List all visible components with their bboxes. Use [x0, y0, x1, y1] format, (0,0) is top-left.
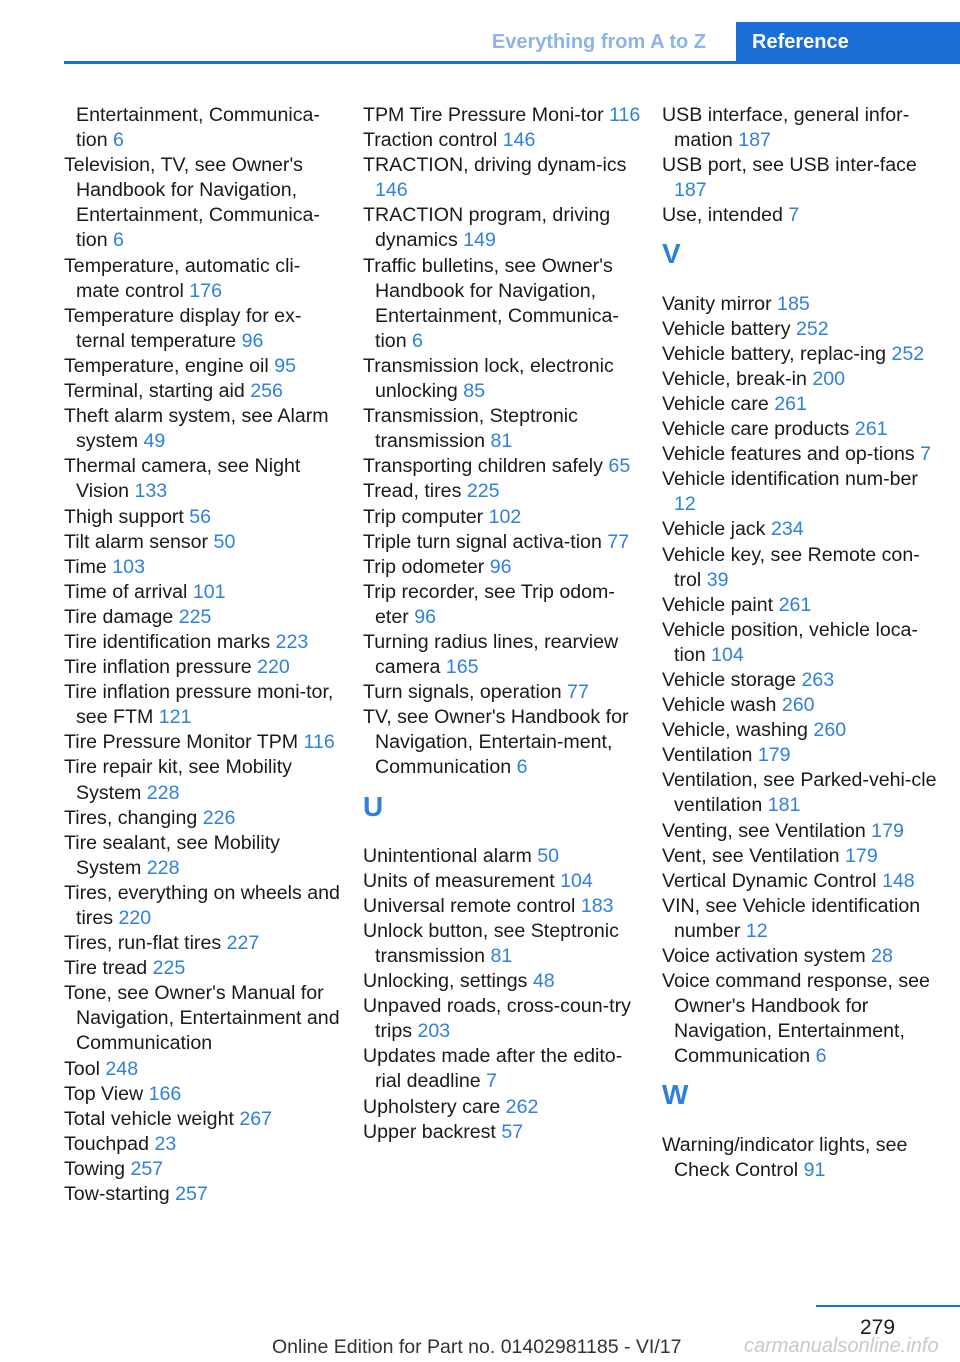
index-term: Tires, everything on wheels and tires — [64, 881, 340, 929]
index-entry — [363, 128, 641, 153]
page-reference-link[interactable]: 101 — [192, 580, 226, 603]
page-reference-link[interactable]: 166 — [148, 1082, 182, 1105]
page-reference-link[interactable]: 223 — [275, 630, 309, 653]
index-entry — [64, 555, 342, 580]
index-entry — [363, 994, 641, 1044]
index-entry — [64, 1157, 342, 1182]
index-term: Vehicle, break-in — [662, 367, 807, 390]
index-term: Television, TV, see Owner's Handbook for Navigation, Entertainment, Communica-tion — [64, 154, 320, 252]
index-entry — [64, 755, 342, 805]
index-term: Vehicle battery — [662, 317, 791, 340]
index-term: Traffic bulletins, see Owner's Handbook for Navigation, Entertainment, Communica-tion — [363, 254, 619, 352]
index-entry — [64, 956, 342, 981]
index-entry — [363, 919, 641, 969]
index-term: Tire inflation pressure — [64, 656, 252, 679]
page-reference-link[interactable]: 200 — [812, 367, 846, 390]
index-term: Turn signals, operation — [363, 681, 562, 704]
index-column-3 — [662, 103, 940, 1183]
page-reference-link[interactable]: 260 — [781, 694, 815, 717]
index-term: TRACTION program, driving dynamics — [363, 204, 611, 252]
page-reference-link[interactable]: 225 — [178, 605, 212, 628]
index-term: Turning radius lines, rearview camera — [363, 630, 619, 679]
index-term: tion — [76, 129, 108, 152]
index-entry — [363, 254, 641, 354]
index-entry — [363, 203, 641, 253]
index-term: VIN, see Vehicle identification number — [662, 894, 921, 942]
index-entry — [363, 630, 641, 680]
index-entry — [64, 454, 342, 504]
page-reference-link[interactable]: 6 — [113, 129, 124, 152]
index-term: Unpaved roads, cross-coun-try trips — [363, 995, 631, 1043]
index-entry — [662, 417, 940, 442]
index-term: Unintentional alarm — [363, 844, 532, 867]
index-term: Ventilation, see Parked-vehi-cle ventilation — [662, 769, 937, 817]
index-term: Vanity mirror — [662, 292, 772, 315]
page-reference-link[interactable]: 6 — [815, 1045, 827, 1068]
index-entry — [662, 203, 940, 228]
index-term: Thigh support — [64, 505, 184, 528]
page-reference-link[interactable]: 256 — [250, 380, 283, 403]
index-term: Tread, tires — [363, 480, 462, 503]
index-term: Tow-starting — [64, 1183, 170, 1206]
index-term: Voice command response, see Owner's Handbook for Navigation, Entertainment, Communication — [662, 970, 930, 1068]
index-term: Ventilation — [662, 744, 753, 767]
index-term: Transmission lock, electronic unlocking — [363, 354, 614, 403]
page-reference-link[interactable]: 91 — [803, 1158, 826, 1181]
index-entry — [662, 317, 940, 342]
index-entry — [363, 1095, 641, 1120]
page-reference-link[interactable]: 104 — [560, 869, 593, 892]
index-entry — [662, 693, 940, 718]
index-term: Tire damage — [64, 605, 174, 628]
index-entry — [662, 153, 940, 203]
page-reference-link[interactable]: 261 — [854, 418, 888, 441]
index-entry — [662, 593, 940, 618]
index-term: Tool — [64, 1057, 100, 1080]
page-reference-link[interactable]: 257 — [130, 1157, 164, 1180]
index-term: Vehicle storage — [662, 668, 796, 691]
page-reference-link[interactable]: 50 — [537, 844, 560, 867]
page-reference-link[interactable]: 6 — [412, 329, 423, 352]
page-reference-link[interactable]: 23 — [154, 1132, 177, 1155]
edition-note: Online Edition for Part no. 01402981185 - VI/17 — [272, 1336, 682, 1358]
page-reference-link[interactable]: 77 — [607, 530, 630, 553]
index-term: Vehicle battery, replac-ing — [662, 342, 886, 365]
index-term: Theft alarm system, see Alarm system — [64, 405, 329, 453]
page-reference-link[interactable]: 220 — [118, 907, 152, 929]
page-reference-link[interactable]: 7 — [486, 1070, 498, 1093]
index-term: Tone, see Owner's Manual for Navigation, Entertainment and Communication — [64, 982, 340, 1055]
index-term: Vertical Dynamic Control — [662, 869, 877, 892]
index-entry — [64, 881, 342, 931]
index-entry — [64, 1132, 342, 1157]
index-entry — [363, 580, 641, 630]
index-entry — [662, 367, 940, 392]
index-term: Temperature, automatic cli-mate control — [64, 254, 301, 302]
page-reference-link[interactable]: 228 — [146, 856, 180, 879]
index-entry — [363, 1044, 641, 1094]
page-reference-link[interactable]: 234 — [770, 518, 804, 541]
page-reference-link[interactable]: 6 — [516, 756, 528, 779]
index-term: Tires, changing — [64, 806, 198, 829]
page-reference-link[interactable]: 203 — [417, 1020, 451, 1043]
page-reference-link[interactable]: 187 — [738, 129, 771, 152]
index-term: Vehicle position, vehicle loca-tion — [662, 618, 918, 666]
page-reference-link[interactable]: 116 — [303, 731, 335, 754]
index-term: Time — [64, 555, 107, 578]
index-entry — [64, 730, 342, 755]
page-reference-link[interactable]: 220 — [257, 656, 290, 679]
index-term: Traction control — [363, 129, 498, 152]
index-entry — [64, 931, 342, 956]
index-entry — [64, 153, 342, 253]
index-column-2 — [363, 103, 641, 1145]
index-term: Total vehicle weight — [64, 1107, 234, 1130]
index-entry — [64, 1082, 342, 1107]
page-reference-link[interactable]: 225 — [466, 480, 500, 503]
index-term: Towing — [64, 1157, 125, 1180]
page-reference-link[interactable]: 7 — [788, 204, 800, 227]
page-reference-link[interactable]: 261 — [774, 392, 807, 415]
page-reference-link[interactable]: 252 — [795, 317, 829, 340]
index-entry — [662, 1133, 940, 1183]
header-divider — [64, 61, 960, 64]
index-entry — [662, 819, 940, 844]
page-reference-link[interactable]: 50 — [213, 530, 236, 553]
page-reference-link[interactable]: 96 — [414, 605, 437, 628]
page-reference-link[interactable]: 81 — [490, 945, 513, 967]
index-term: Vehicle jack — [662, 518, 766, 541]
index-term: Touchpad — [64, 1132, 149, 1155]
index-entry — [363, 505, 641, 530]
index-term: Universal remote control — [363, 894, 576, 917]
index-entry — [363, 969, 641, 994]
index-term: Tire tread — [64, 957, 148, 980]
index-term: Trip computer — [363, 505, 484, 528]
index-entry — [363, 844, 641, 869]
page-reference-link[interactable]: 226 — [202, 806, 236, 829]
page-reference-link[interactable]: 257 — [175, 1183, 208, 1206]
page-reference-link[interactable]: 116 — [609, 104, 641, 126]
index-entry — [662, 618, 940, 668]
index-term: TPM Tire Pressure Moni-tor — [363, 104, 604, 126]
index-term: Venting, see Ventilation — [662, 819, 866, 842]
page-reference-link[interactable]: 252 — [891, 342, 925, 365]
chapter-tab: Reference — [736, 22, 960, 62]
page-reference-link[interactable]: 260 — [813, 719, 847, 742]
page-reference-link[interactable]: 49 — [143, 430, 166, 453]
index-term: TV, see Owner's Handbook for Navigation, Entertain-ment, Communication — [363, 706, 629, 779]
index-term: Vent, see Ventilation — [662, 844, 840, 867]
watermark: carmanualsonline.info — [744, 1335, 939, 1357]
letter-heading: U — [363, 790, 384, 822]
page-reference-link[interactable]: 149 — [463, 229, 496, 252]
page-reference-link[interactable]: 77 — [567, 681, 589, 704]
index-entry — [662, 869, 940, 894]
index-entry — [662, 442, 940, 467]
index-term: Unlocking, settings — [363, 970, 528, 993]
index-entry — [64, 831, 342, 881]
index-term: Tires, run-flat tires — [64, 932, 222, 955]
index-term: Use, intended — [662, 204, 783, 227]
page-reference-link[interactable]: 263 — [801, 668, 835, 691]
index-entry — [64, 505, 342, 530]
index-term: Upholstery care — [363, 1095, 501, 1118]
index-term: Trip odometer — [363, 555, 485, 578]
index-column-1 — [64, 103, 342, 1207]
index-term: Vehicle care — [662, 392, 769, 415]
index-term: Temperature, engine oil — [64, 354, 269, 377]
page-reference-link[interactable]: 187 — [674, 179, 707, 202]
index-entry — [64, 680, 342, 730]
index-term: Tire Pressure Monitor TPM — [64, 731, 299, 754]
index-entry — [363, 103, 641, 128]
index-term: Tilt alarm sensor — [64, 530, 209, 553]
index-entry — [662, 467, 940, 517]
index-entry — [662, 718, 940, 743]
index-term: Vehicle wash — [662, 694, 777, 717]
page-reference-link[interactable]: 133 — [134, 480, 168, 503]
page-reference-link[interactable]: 267 — [239, 1107, 273, 1130]
index-entry — [662, 944, 940, 969]
index-term: Vehicle, washing — [662, 719, 808, 742]
page-reference-link[interactable]: 225 — [152, 957, 186, 980]
index-entry — [662, 342, 940, 367]
index-entry — [64, 1057, 342, 1082]
page-reference-link[interactable]: 181 — [767, 794, 801, 817]
footer-divider — [816, 1305, 960, 1307]
index-term: Thermal camera, see Night Vision — [64, 455, 301, 503]
index-entry — [363, 894, 641, 919]
page-reference-link[interactable]: 228 — [146, 781, 180, 804]
page-reference-link[interactable]: 96 — [241, 329, 264, 352]
page-reference-link[interactable]: 179 — [871, 819, 904, 842]
index-term: Vehicle paint — [662, 593, 774, 616]
index-entry — [662, 292, 940, 317]
letter-heading: W — [662, 1079, 689, 1111]
index-entry — [64, 354, 342, 379]
index-term: Vehicle key, see Remote con-trol — [662, 543, 920, 591]
index-term: Vehicle care products — [662, 418, 850, 441]
index-entry — [363, 153, 641, 203]
page-reference-link[interactable]: 96 — [489, 555, 512, 578]
index-entry — [64, 304, 342, 354]
index-term: Top View — [64, 1082, 144, 1105]
page-reference-link[interactable]: 146 — [375, 179, 408, 202]
page-reference-link[interactable]: 146 — [502, 129, 536, 152]
page-reference-link[interactable]: 121 — [158, 706, 192, 729]
page-reference-link[interactable]: 12 — [674, 493, 696, 516]
page-reference-link[interactable]: 65 — [608, 455, 631, 478]
page-number: 279 — [860, 1316, 896, 1339]
index-term: Tire inflation pressure moni-tor, see FTM — [64, 681, 334, 729]
index-entry — [64, 580, 342, 605]
index-entry — [363, 680, 641, 705]
page-reference-link[interactable]: 7 — [920, 443, 932, 466]
index-entry — [64, 530, 342, 555]
page-reference-link[interactable]: 57 — [501, 1120, 524, 1143]
index-term: Triple turn signal activa-tion — [363, 530, 602, 553]
index-entry — [662, 894, 940, 944]
page-reference-link[interactable]: 85 — [463, 380, 486, 403]
index-entry — [363, 404, 641, 454]
index-entry — [64, 655, 342, 680]
index-entry — [363, 454, 641, 479]
index-term: Transmission, Steptronic transmission — [363, 405, 578, 453]
index-term: Unlock button, see Steptronic transmission — [363, 919, 619, 967]
page-reference-link[interactable]: 185 — [777, 292, 810, 315]
page-reference-link[interactable]: 104 — [711, 643, 744, 666]
index-entry — [662, 543, 940, 593]
index-term: USB port, see USB inter-face — [662, 154, 917, 177]
index-term: Vehicle identification num-ber — [662, 468, 918, 491]
index-entry — [363, 354, 641, 404]
page-reference-link[interactable]: 39 — [706, 568, 729, 591]
index-entry — [662, 969, 940, 1069]
index-entry — [662, 517, 940, 542]
index-term: Time of arrival — [64, 580, 188, 603]
index-term: Terminal, starting aid — [64, 380, 245, 403]
index-entry — [64, 404, 342, 454]
index-entry — [64, 981, 342, 1056]
page-reference-link[interactable]: 102 — [488, 505, 522, 528]
index-term: Units of measurement — [363, 869, 555, 892]
index-term: Updates made after the edito-rial deadline — [363, 1045, 623, 1093]
page-reference-link[interactable]: 6 — [113, 229, 124, 252]
index-term: USB interface, general infor-mation — [662, 104, 910, 152]
index-term: Vehicle features and op-tions — [662, 443, 915, 466]
index-entry — [64, 630, 342, 655]
index-term: Tire repair kit, see Mobility System — [64, 756, 292, 804]
index-entry — [363, 869, 641, 894]
index-entry — [662, 768, 940, 818]
page-reference-link[interactable]: 248 — [105, 1057, 139, 1080]
index-entry — [64, 128, 342, 153]
index-entry — [363, 530, 641, 555]
page-reference-link[interactable]: 262 — [505, 1095, 539, 1118]
index-term: Warning/indicator lights, see Check Control — [662, 1133, 908, 1181]
index-term: Temperature display for ex-ternal temperature — [64, 304, 302, 352]
index-entry — [64, 254, 342, 304]
index-entry — [662, 844, 940, 869]
page-reference-link[interactable]: 28 — [871, 945, 893, 967]
index-entry — [64, 1182, 342, 1207]
page-reference-link[interactable]: 56 — [189, 505, 212, 528]
index-entry — [64, 605, 342, 630]
index-term: Tire identification marks — [64, 630, 271, 653]
index-entry — [64, 1107, 342, 1132]
index-entry — [64, 103, 342, 128]
index-entry — [662, 103, 940, 153]
page-reference-link[interactable]: 179 — [757, 744, 791, 767]
index-term: Tire sealant, see Mobility System — [64, 831, 280, 879]
index-entry — [363, 1120, 641, 1145]
index-term: TRACTION, driving dynam-ics — [363, 154, 627, 177]
page-reference-link[interactable]: 81 — [490, 430, 513, 453]
index-term: Voice activation system — [662, 945, 866, 967]
page-reference-link[interactable]: 12 — [745, 919, 768, 942]
page-reference-link[interactable]: 261 — [778, 593, 812, 616]
letter-heading: V — [662, 238, 681, 270]
index-term: Transporting children safely — [363, 455, 603, 478]
index-term: Entertainment, Communica- — [76, 104, 320, 126]
page-reference-link[interactable]: 183 — [580, 894, 614, 917]
page-reference-link[interactable]: 103 — [112, 555, 145, 578]
index-entry — [363, 555, 641, 580]
page-reference-link[interactable]: 95 — [274, 354, 297, 377]
index-entry — [363, 705, 641, 780]
index-entry — [64, 379, 342, 404]
page-reference-link[interactable]: 176 — [189, 279, 222, 302]
page-reference-link[interactable]: 48 — [532, 970, 555, 993]
index-entry — [64, 806, 342, 831]
index-entry — [363, 479, 641, 504]
index-entry — [662, 668, 940, 693]
index-term: Upper backrest — [363, 1120, 496, 1143]
section-title: Everything from A to Z — [491, 30, 706, 53]
page-reference-link[interactable]: 148 — [881, 869, 915, 892]
page-reference-link[interactable]: 165 — [445, 656, 479, 679]
page-reference-link[interactable]: 227 — [226, 932, 260, 955]
index-entry — [662, 392, 940, 417]
page-reference-link[interactable]: 179 — [845, 844, 878, 867]
index-entry — [662, 743, 940, 768]
index-term: Trip recorder, see Trip odom-eter — [363, 580, 615, 628]
